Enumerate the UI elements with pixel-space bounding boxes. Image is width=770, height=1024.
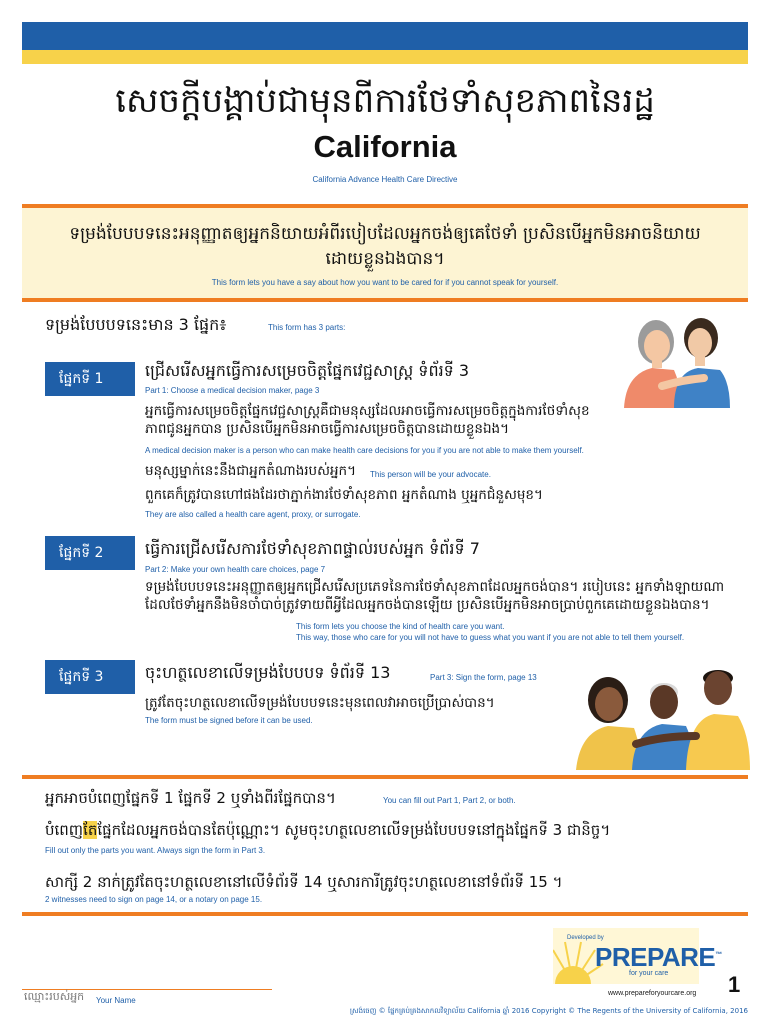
intro-box	[22, 208, 748, 298]
only-note-khmer	[45, 820, 610, 840]
top-blue-band	[22, 22, 748, 50]
part-1-heading-khmer: ជ្រើសរើសអ្នកធ្វើការសម្រេចចិត្តផ្នែកវេជ្ជសាស្ត្រ ទំព័រទី 3	[145, 361, 470, 380]
part-1-agent-english: They are also called a health care agent, proxy, or surrogate.	[145, 510, 361, 519]
part-1-heading-english: Part 1: Choose a medical decision maker, page 3	[145, 386, 320, 395]
logo-developed-by: Developed by	[567, 935, 604, 941]
only-note-khmer-end: ផ្នែកដែលអ្នកចង់បានតែប៉ុណ្ណោះ។ សូមចុះហត្ថលេខាលើទម្រង់បែបបទនៅក្នុងផ្នែកទី 3 ជានិច្ច។	[97, 821, 611, 839]
fill-note-english: You can fill out Part 1, Part 2, or both.	[383, 796, 516, 805]
logo-trademark: ™	[715, 951, 722, 959]
intro-text-english: This form lets you have a say about how you want to be cared for if you cannot speak for yourself.	[211, 278, 559, 287]
top-yellow-band	[22, 50, 748, 64]
logo-name	[595, 942, 722, 973]
part-2-body-khmer: ទម្រង់បែបបទនេះអនុញ្ញាតឲ្យអ្នកជ្រើសរើសប្រភេទនៃការថែទាំសុខភាពដែលអ្នកចង់បាន។ របៀបនេះ អ្នកទាំងឡាយណាដែលថែទាំអ្នកនឹងមិនចាំបាច់ត្រូវទាយពីអ្វីដែលអ្នកចង់បានឡើយ ប្រសិនបើអ្នកមិនអាចប្រាប់ពួកគេដោយខ្លួនឯងបាន។	[145, 579, 725, 613]
fill-note-khmer: អ្នកអាចបំពេញផ្នែកទី 1 ផ្នែកទី 2 ឬទាំងពីរផ្នែកបាន។	[45, 789, 336, 807]
parts-heading-khmer: ទម្រង់បែបបទនេះមាន 3 ផ្នែក៖	[45, 315, 227, 334]
part-3-heading-khmer: ចុះហត្ថលេខាលើទម្រង់បែបបទ ទំព័រទី 13	[145, 663, 391, 682]
part-2-heading-english: Part 2: Make your own health care choices, page 7	[145, 565, 326, 574]
copyright-footer: ស្រង់ចេញ © ផ្នែកគ្រប់គ្រងសាកលវិទ្យាល័យ California ឆ្នាំ 2016 Copyright © The Regents of the University of California, 2016	[349, 1007, 748, 1015]
divider-intro	[22, 298, 748, 302]
two-women-illustration	[622, 308, 730, 408]
part-2-body-english-b: This way, those who care for you will not have to guess what you want if you are not able to tell them yourself.	[296, 633, 685, 642]
part-2-body-english-a: This form lets you choose the kind of health care you want.	[296, 622, 505, 631]
prepare-logo	[553, 928, 722, 984]
only-note-khmer-highlight: តែ	[83, 821, 98, 839]
witness-note-english: 2 witnesses need to sign on page 14, or a notary on page 15.	[45, 895, 263, 904]
logo-url: www.prepareforyourcare.org	[608, 990, 697, 997]
part-1-tab: ផ្នែកទី 1	[45, 362, 135, 396]
parts-heading-english: This form has 3 parts:	[268, 323, 346, 332]
part-2-heading-khmer: ធ្វើការជ្រើសរើសការថែទាំសុខភាពផ្ទាល់របស់អ្នក ទំព័រទី 7	[145, 539, 480, 558]
page-subtitle: California Advance Health Care Directive	[312, 175, 458, 184]
part-1-body-english: A medical decision maker is a person who can make health care decisions for you if you are not able to make them yourself.	[145, 446, 584, 455]
part-1-body-khmer: អ្នកធ្វើការសម្រេចចិត្តផ្នែកវេជ្ជសាស្ត្រគឺជាមនុស្សដែលអាចធ្វើការសម្រេចចិត្តក្នុងការថែទាំសុខភាពជូនអ្នកបាន ប្រសិនបើអ្នកមិនអាចធ្វើការសម្រេចចិត្តបានដោយខ្លួនឯង។	[145, 403, 590, 437]
part-3-body-english: The form must be signed before it can be used.	[145, 716, 313, 725]
part-2-tab: ផ្នែកទី 2	[45, 536, 135, 570]
part-3-heading-english: Part 3: Sign the form, page 13	[430, 673, 537, 682]
name-field-label-english: Your Name	[96, 996, 136, 1005]
only-note-khmer-start: បំពេញ	[45, 821, 84, 839]
part-1-agent-khmer: ពួកគេក៏ត្រូវបានហៅផងដែរថាភ្នាក់ងារថែទាំសុខភាព អ្នកតំណាង ឬអ្នកជំនួសមុខ។	[145, 487, 543, 503]
divider-notes	[22, 775, 748, 779]
page-title-khmer: សេចក្ដីបង្គាប់ជាមុនពីការថែទាំសុខភាពនៃរដ្ឋ	[115, 81, 655, 121]
divider-bottom	[22, 912, 748, 916]
logo-tagline: for your care	[629, 970, 669, 977]
part-1-advocate-khmer: មនុស្សម្នាក់នេះនឹងជាអ្នកតំណាងរបស់អ្នក។	[145, 463, 357, 479]
group-illustration	[576, 640, 750, 770]
logo-name-text: PREPARE	[595, 942, 716, 972]
witness-note-khmer: សាក្សី 2 នាក់ត្រូវតែចុះហត្ថលេខានៅលើទំព័រទី 14 ឬសារការីត្រូវចុះហត្ថលេខានៅទំព័រទី 15 ។	[45, 873, 563, 891]
name-field-label-khmer: ឈ្មោះរបស់អ្នក	[24, 990, 85, 1003]
only-note-english: Fill out only the parts you want. Always sign the form in Part 3.	[45, 846, 266, 855]
part-3-tab: ផ្នែកទី 3	[45, 660, 135, 694]
part-3-body-khmer: ត្រូវតែចុះហត្ថលេខាលើទម្រង់បែបបទនេះមុនពេលវាអាចប្រើប្រាស់បាន។	[145, 695, 495, 711]
part-1-advocate-english: This person will be your advocate.	[370, 470, 491, 479]
page-title-english: California	[313, 129, 457, 164]
intro-text-khmer: ទម្រង់បែបបទនេះអនុញ្ញាតឲ្យអ្នកនិយាយអំពីរបៀបដែលអ្នកចង់ឲ្យគេថែទាំ ប្រសិនបើអ្នកមិនអាចនិយាយដោយខ្លួនឯងបាន។	[69, 224, 701, 269]
page-number: 1	[728, 972, 741, 997]
